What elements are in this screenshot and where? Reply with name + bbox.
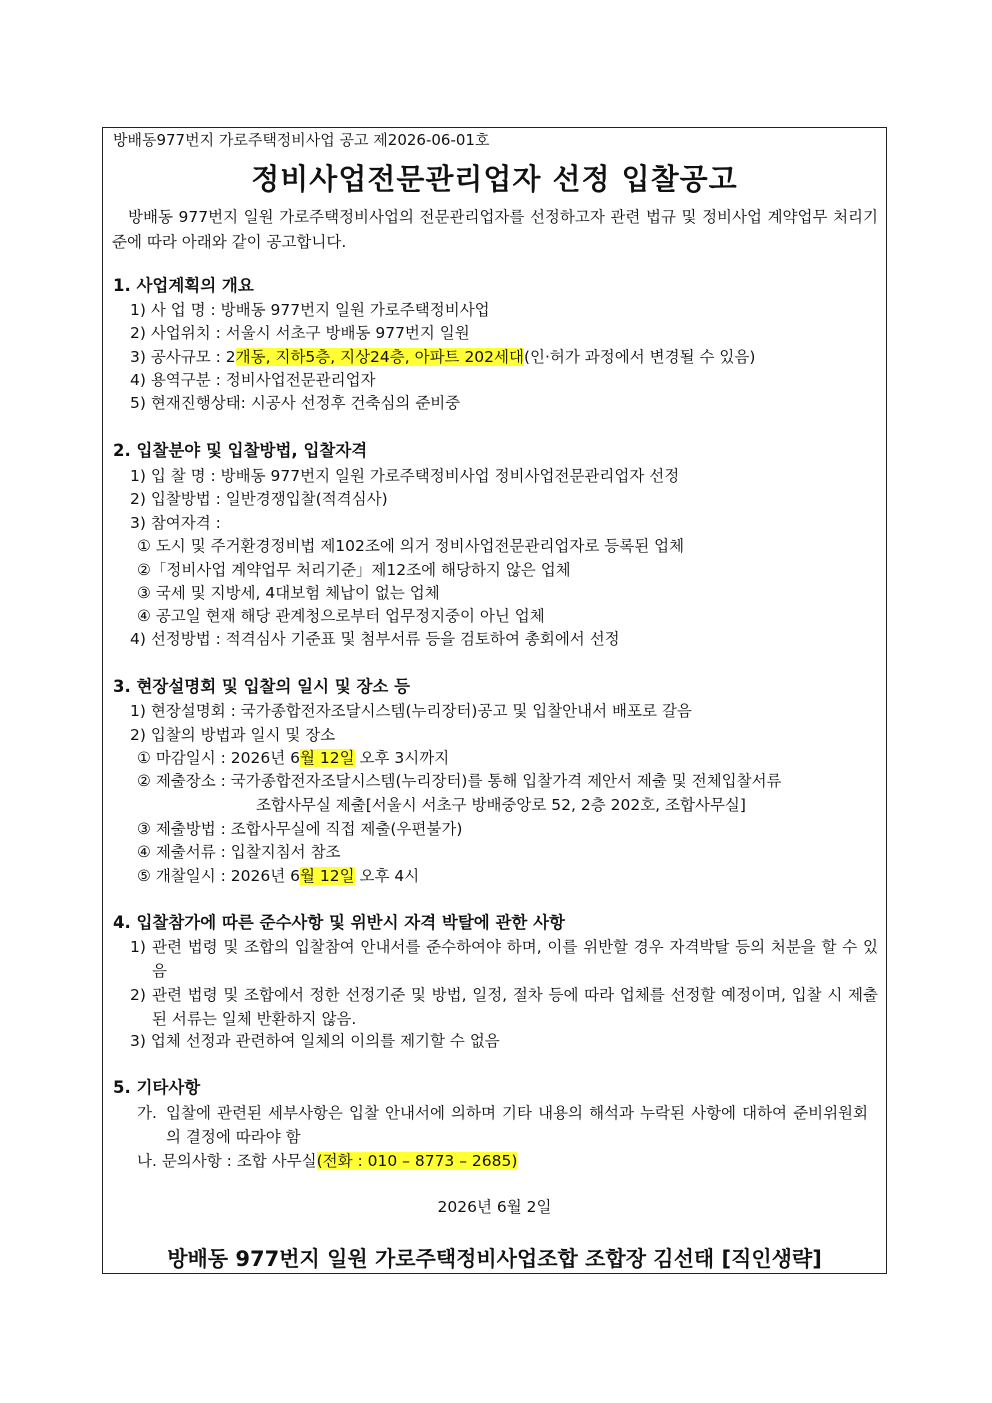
s5-phone-highlight: (전화 : 010 – 8773 – 2685) <box>316 1152 518 1170</box>
s3-deadline-post: 오후 3시까지 <box>354 749 450 767</box>
s1-item-3-post: (인·허가 과정에서 변경될 수 있음) <box>523 348 756 366</box>
s1-item-2: 2) 사업위치 : 서울시 서초구 방배동 977번지 일원 <box>130 324 470 342</box>
s5-item-ga-number: 가. <box>137 1104 157 1122</box>
s1-item-3 <box>130 346 755 368</box>
s4-item-1: 관련 법령 및 조합의 입찰참여 안내서를 준수하여야 하며, 이를 위반할 경우 자격박탈 등의 처분을 할 수 있음 <box>152 938 878 980</box>
s3-item-2: 2) 입찰의 방법과 일시 및 장소 <box>130 726 336 744</box>
section-2-heading: 2. 입찰분야 및 입찰방법, 입찰자격 <box>113 441 368 460</box>
s2-item-4: 4) 선정방법 : 적격심사 기준표 및 첨부서류 등을 검토하여 총회에서 선정 <box>130 630 620 648</box>
s1-item-3-pre: 3) 공사규모 : 2 <box>130 348 236 366</box>
s2-qualification-3: ③ 국세 및 지방세, 4대보험 체납이 없는 업체 <box>137 584 440 602</box>
s2-qualification-4: ④ 공고일 현재 해당 관계청으로부터 업무정지중이 아닌 업체 <box>137 607 545 625</box>
s4-item-2-number: 2) <box>130 986 146 1004</box>
s1-item-4: 4) 용역구분 : 정비사업전문관리업자 <box>130 371 376 389</box>
s2-item-1: 1) 입 찰 명 : 방배동 977번지 일원 가로주택정비사업 정비사업전문관리업자 선정 <box>130 467 680 485</box>
s2-qualification-1: ① 도시 및 주거환경정비법 제102조에 의거 정비사업전문관리업자로 등록된 업체 <box>137 537 685 555</box>
section-4-heading: 4. 입찰참가에 따른 준수사항 및 위반시 자격 박탈에 관한 사항 <box>113 913 565 932</box>
s3-submit-method: ③ 제출방법 : 조합사무실에 직접 제출(우편불가) <box>137 820 463 838</box>
s3-submit-docs: ④ 제출서류 : 입찰지침서 참조 <box>137 843 341 861</box>
notice-date: 2026년 6월 2일 <box>437 1198 552 1216</box>
s3-opening <box>137 865 419 887</box>
s3-item-1: 1) 현장설명회 : 국가종합전자조달시스템(누리장터)공고 및 입찰안내서 배포로 갈음 <box>130 702 692 720</box>
s2-item-2: 2) 입찰방법 : 일반경쟁입찰(적격심사) <box>130 490 388 508</box>
s3-opening-post: 오후 4시 <box>354 867 420 885</box>
notice-reference-number: 방배동977번지 가로주택정비사업 공고 제2026-06-01호 <box>113 131 490 149</box>
s3-deadline-highlight: 월 12일 <box>300 749 355 767</box>
s4-item-1-number: 1) <box>130 938 146 956</box>
s4-item-3: 3) 업체 선정과 관련하여 일체의 이의를 제기할 수 없음 <box>130 1032 500 1050</box>
section-5-heading: 5. 기타사항 <box>113 1078 201 1097</box>
section-3-heading: 3. 현장설명회 및 입찰의 일시 및 장소 등 <box>113 677 411 696</box>
s4-item-2: 관련 법령 및 조합에서 정한 선정기준 및 방법, 일정, 절차 등에 따라 업체를 선정할 예정이며, 입찰 시 제출된 서류는 일체 반환하지 않음. <box>152 986 878 1028</box>
s5-item-na <box>137 1150 517 1172</box>
s1-item-1: 1) 사 업 명 : 방배동 977번지 일원 가로주택정비사업 <box>130 301 490 319</box>
s1-item-3-highlight: 개동, 지하5층, 지상24층, 아파트 202세대 <box>235 348 524 366</box>
issuer-signature: 방배동 977번지 일원 가로주택정비사업조합 조합장 김선태 [직인생략] <box>167 1247 822 1271</box>
intro-paragraph: 방배동 977번지 일원 가로주택정비사업의 전문관리업자를 선정하고자 관련 법규 및 정비사업 계약업무 처리기준에 따라 아래와 같이 공고합니다. <box>112 208 878 251</box>
s3-deadline <box>137 747 449 769</box>
section-1-heading: 1. 사업계획의 개요 <box>113 276 254 295</box>
s2-qualification-2: ②「정비사업 계약업무 처리기준」제12조에 해당하지 않은 업체 <box>137 561 571 579</box>
s3-submit-place-line-1: ② 제출장소 : 국가종합전자조달시스템(누리장터)를 통해 입찰가격 제안서 제출 및 전체입찰서류 <box>137 772 782 790</box>
s1-item-5: 5) 현재진행상태: 시공사 선정후 건축심의 준비중 <box>130 394 461 412</box>
notice-title: 정비사업전문관리업자 선정 입찰공고 <box>251 162 738 196</box>
s5-item-na-pre: 나. 문의사항 : 조합 사무실 <box>137 1152 317 1170</box>
s3-submit-place-line-2: 조합사무실 제출[서울시 서초구 방배중앙로 52, 2층 202호, 조합사무실] <box>256 796 746 814</box>
s3-opening-highlight: 월 12일 <box>300 867 355 885</box>
s3-deadline-pre: ① 마감일시 : 2026년 6 <box>137 749 300 767</box>
s3-opening-pre: ⑤ 개찰일시 : 2026년 6 <box>137 867 300 885</box>
s5-item-ga: 입찰에 관련된 세부사항은 입찰 안내서에 의하며 기타 내용의 해석과 누락된 사항에 대하여 준비위원회의 결정에 따라야 함 <box>166 1104 868 1146</box>
s2-item-3: 3) 참여자격 : <box>130 514 221 532</box>
